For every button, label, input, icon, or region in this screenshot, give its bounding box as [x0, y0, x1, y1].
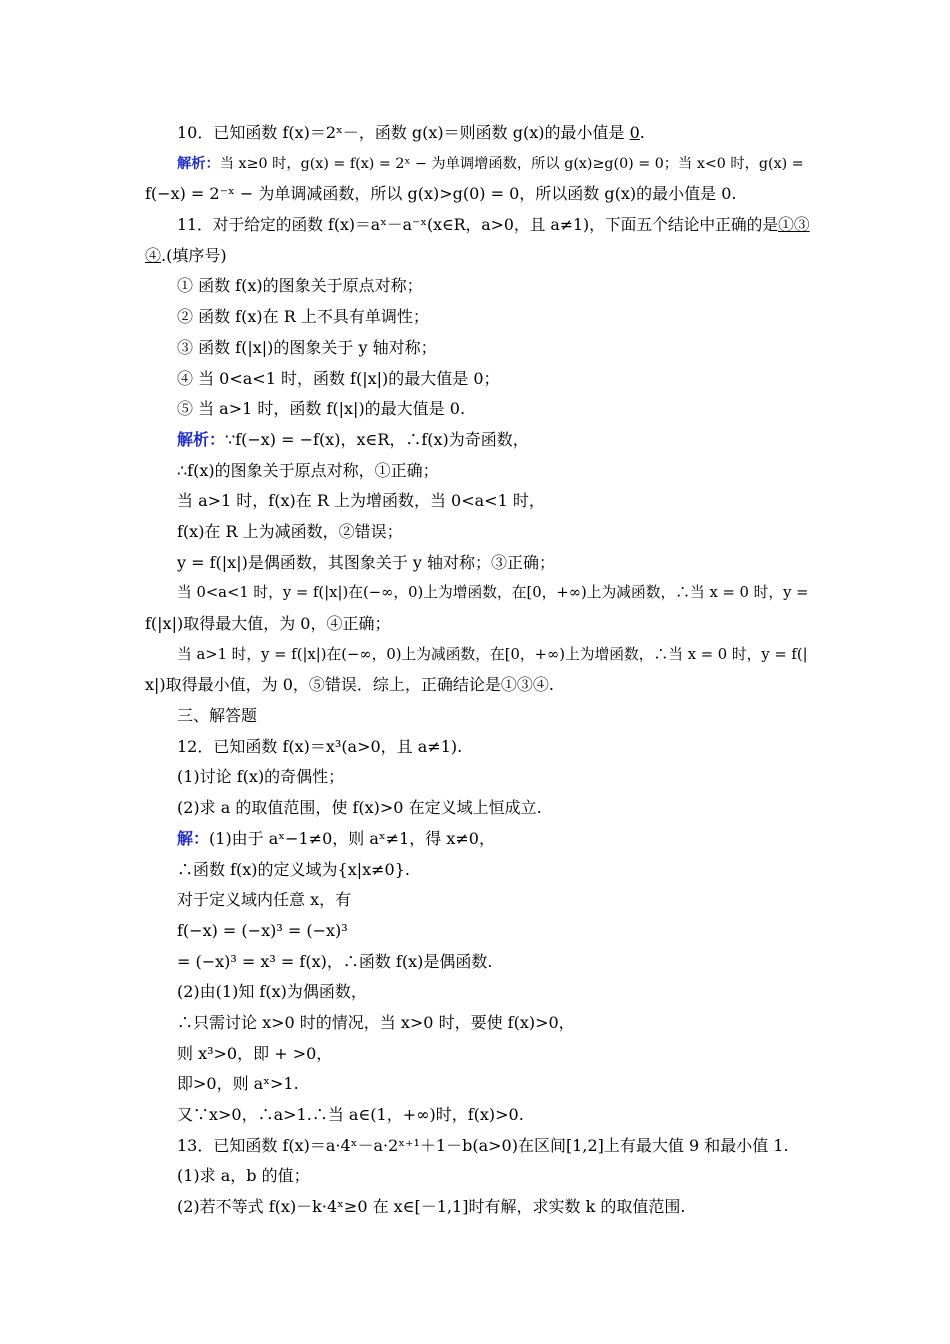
q10-stem: 10．已知函数 f(x)＝2ˣ－，函数 g(x)＝则函数 g(x)的最小值是 0.: [177, 123, 645, 142]
document-content: [145, 118, 810, 1223]
section-heading: 三、解答题: [177, 706, 258, 726]
q10-analysis-line-1: 解析：当 x≥0 时，g(x) = f(x) = 2ˣ − 为单调增函数，所以 g(x)≥g(0) = 0；当 x<0 时，g(x) =: [177, 155, 804, 172]
q11-analysis-line-9: x|)取得最小值，为 0，⑤错误．综上，正确结论是①③④.: [145, 675, 555, 695]
q12-part-2: (2)求 a 的取值范围，使 f(x)>0 在定义域上恒成立.: [177, 798, 542, 818]
q12-part-1: (1)讨论 f(x)的奇偶性；: [177, 767, 345, 787]
q11-analysis-line-6: 当 0<a<1 时，y = f(|x|)在(−∞，0)上为增函数，在[0，+∞)上为减函数，∴当 x = 0 时，y =: [177, 584, 809, 602]
q12-solution-line-9: 即>0，则 aˣ>1.: [177, 1074, 299, 1094]
q12-solution-line-4: f(−x) = (−x)³ = (−x)³: [177, 920, 348, 940]
q12-solution-line-10: 又∵x>0，∴a>1.∴当 a∈(1，+∞)时，f(x)>0.: [177, 1105, 524, 1124]
q12-solution-line-8: 则 x³>0，即 + >0，: [177, 1043, 333, 1063]
q11-analysis-line-5: y = f(|x|)是偶函数，其图象关于 y 轴对称；③正确；: [177, 552, 556, 572]
q13-stem: 13．已知函数 f(x)＝a·4ˣ－a·2ˣ⁺¹＋1－b(a>0)在区间[1,2]上有最大值 9 和最小值 1.: [177, 1135, 789, 1155]
q12-stem: 12．已知函数 f(x)＝x³(a>0，且 a≠1).: [177, 736, 463, 756]
q12-solution-line-1: 解：(1)由于 aˣ−1≠0，则 aˣ≠1，得 x≠0，: [177, 828, 495, 848]
q12-solution-line-2: ∴函数 f(x)的定义域为{x|x≠0}.: [177, 859, 410, 879]
q11-statement-3: ③ 函数 f(|x|)的图象关于 y 轴对称；: [177, 337, 437, 357]
q13-part-2: (2)若不等式 f(x)－k·4ˣ≥0 在 x∈[－1,1]时有解，求实数 k 的取值范围.: [177, 1197, 686, 1217]
q11-analysis-line-3: 当 a>1 时，f(x)在 R 上为增函数，当 0<a<1 时，: [177, 491, 545, 511]
q12-solution-line-7: ∴只需讨论 x>0 时的情况，当 x>0 时，要使 f(x)>0，: [177, 1012, 575, 1032]
q10-analysis-line-2: f(−x) = 2⁻ˣ − 为单调减函数，所以 g(x)>g(0) = 0，所以函数 g(x)的最小值是 0.: [145, 184, 737, 204]
q12-solution-line-3: 对于定义域内任意 x，有: [177, 890, 352, 910]
q11-analysis-line-8: 当 a>1 时，y = f(|x|)在(−∞，0)上为减函数，在[0，+∞)上为增函数，∴当 x = 0 时，y = f(|: [177, 645, 808, 663]
q12-solution-line-6: (2)由(1)知 f(x)为偶函数，: [177, 982, 367, 1002]
q11-stem-cont: ④.(填序号): [145, 245, 227, 265]
q11-analysis-line-7: f(|x|)取得最大值，为 0，④正确；: [145, 614, 391, 633]
q12-solution-line-5: = (−x)³ = x³ = f(x)，∴函数 f(x)是偶函数.: [177, 951, 493, 971]
q11-statement-2: ② 函数 f(x)在 R 上不具有单调性；: [177, 307, 429, 327]
q11-analysis-line-4: f(x)在 R 上为减函数，②错误；: [177, 521, 403, 541]
q11-analysis-line-2: ∴f(x)的图象关于原点对称，①正确；: [177, 460, 439, 480]
q11-statement-4: ④ 当 0<a<1 时，函数 f(|x|)的最大值是 0；: [177, 368, 500, 388]
q11-stem: 11．对于给定的函数 f(x)＝aˣ－a⁻ˣ(x∈R，a>0，且 a≠1)，下面五个结论中正确的是①③: [177, 215, 810, 235]
q11-statement-5: ⑤ 当 a>1 时，函数 f(|x|)的最大值是 0.: [177, 399, 466, 419]
q11-statement-1: ① 函数 f(x)的图象关于原点对称；: [177, 276, 423, 296]
q13-part-1: (1)求 a，b 的值；: [177, 1166, 310, 1186]
q11-analysis-line-1: 解析：∵f(−x) = −f(x)，x∈R，∴f(x)为奇函数，: [177, 429, 529, 449]
